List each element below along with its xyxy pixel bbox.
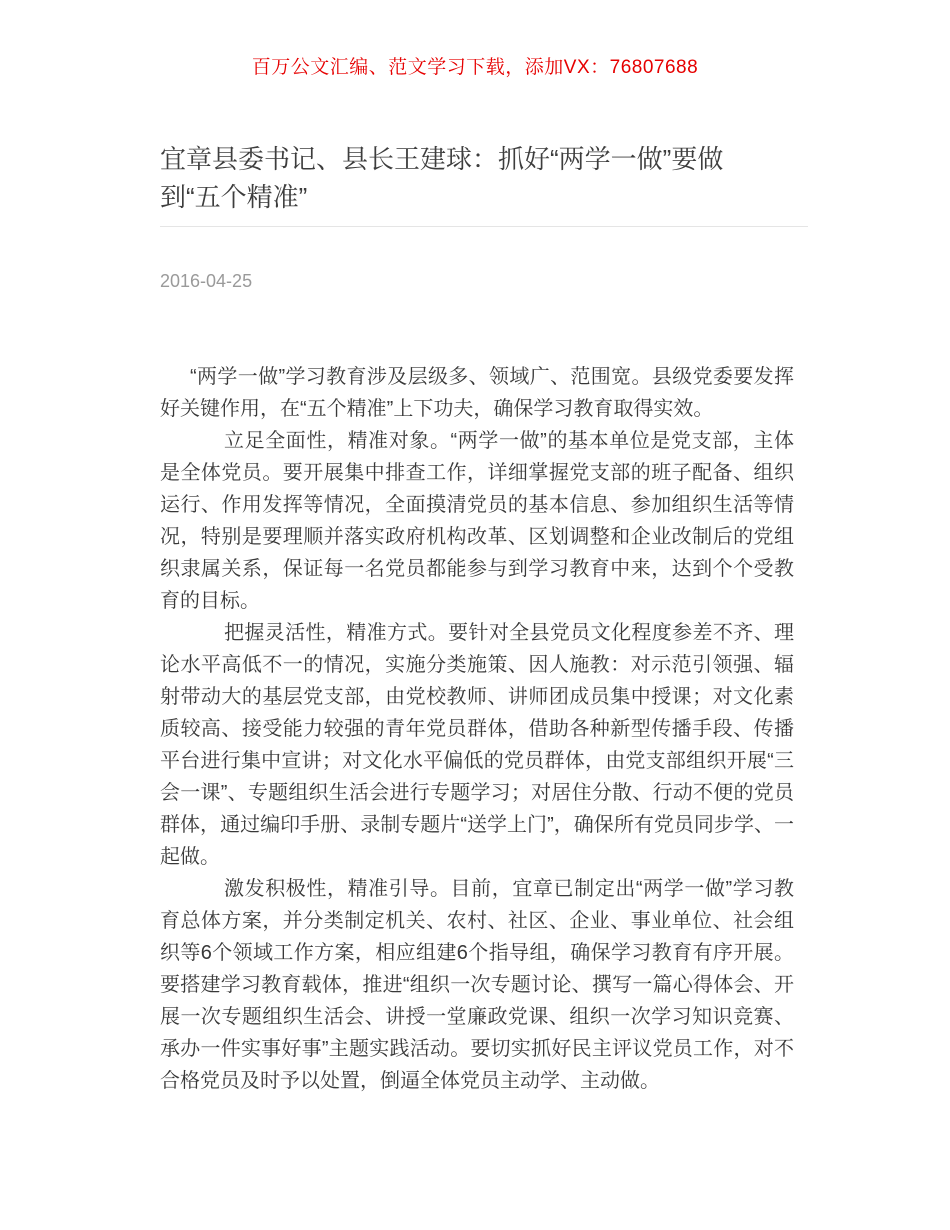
- paragraph-precise-target: 立足全面性，精准对象。“两学一做”的基本单位是党支部，主体是全体党员。要开展集中排查工作，详细掌握党支部的班子配备、组织运行、作用发挥等情况，全面摸清党员的基本信息、参加组织生活等情况，特别是要理顺并落实政府机构改革、区划调整和企业改制后的党组织隶属关系，保证每一名党员都能参与到学习教育中来，达到个个受教育的目标。: [160, 430, 794, 612]
- article-title: 宜章县委书记、县长王建球：抓好“两学一做”要做到“五个精准”: [160, 144, 724, 212]
- promo-banner-text: 百万公文汇编、范文学习下载，添加VX：76807688: [251, 57, 699, 78]
- promo-banner: [0, 0, 950, 80]
- paragraph-intro: “两学一做”学习教育涉及层级多、领域广、范围宽。县级党委要发挥好关键作用，在“五个精准”上下功夫，确保学习教育取得实效。: [160, 366, 794, 420]
- paragraph-precise-guidance: 激发积极性，精准引导。目前，宜章已制定出“两学一做”学习教育总体方案，并分类制定机关、农村、社区、企业、事业单位、社会组织等6个领域工作方案，相应组建6个指导组，确保学习教育有序开展。要搭建学习教育载体，推进“组织一次专题讨论、撰写一篇心得体会、开展一次专题组织生活会、讲授一堂廉政党课、组织一次学习知识竞赛、承办一件实事好事”主题实践活动。要切实抓好民主评议党员工作，对不合格党员及时予以处置，倒逼全体党员主动学、主动做。: [160, 878, 794, 1092]
- paragraph-precise-method: 把握灵活性，精准方式。要针对全县党员文化程度参差不齐、理论水平高低不一的情况，实施分类施策、因人施教：对示范引领强、辐射带动大的基层党支部，由党校教师、讲师团成员集中授课；对文化素质较高、接受能力较强的青年党员群体，借助各种新型传播手段、传播平台进行集中宣讲；对文化水平偏低的党员群体，由党支部组织开展“三会一课”、专题组织生活会进行专题学习；对居住分散、行动不便的党员群体，通过编印手册、录制专题片“送学上门”，确保所有党员同步学、一起做。: [160, 622, 794, 868]
- article-content: [160, 140, 808, 1097]
- article-body: [160, 361, 794, 1097]
- title-divider: [160, 226, 808, 227]
- article-date: 2016-04-25: [160, 271, 253, 291]
